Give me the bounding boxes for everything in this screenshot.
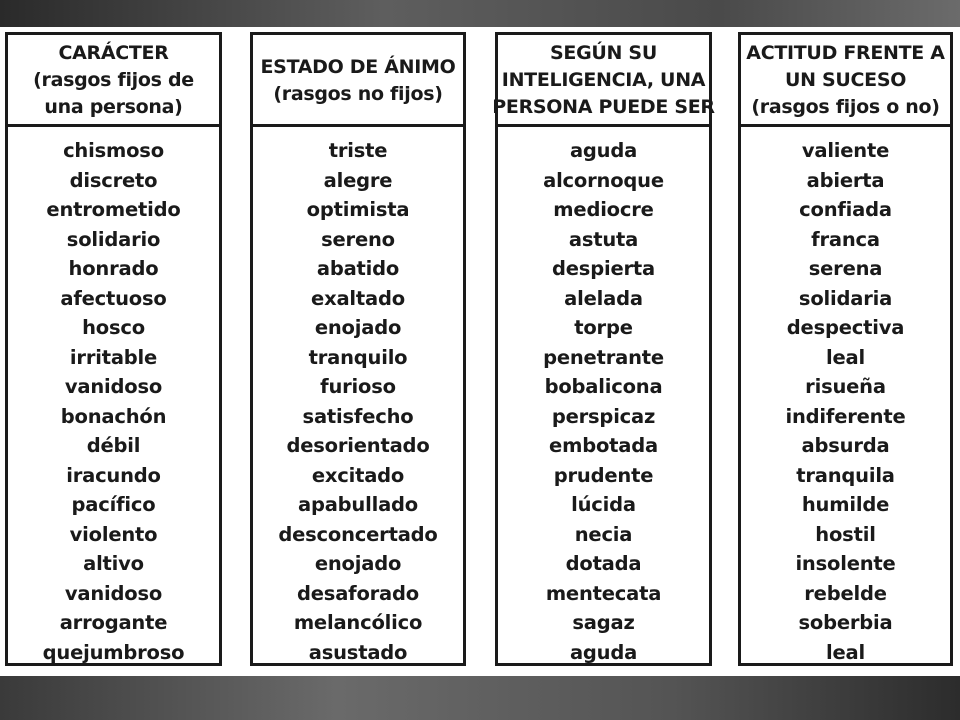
list-item: entrometido — [46, 198, 181, 221]
column-header — [492, 35, 715, 127]
list-item: débil — [86, 434, 141, 457]
list-item: sagaz — [572, 611, 635, 634]
list-item: despectiva — [786, 316, 905, 339]
column-header — [8, 35, 219, 127]
list-item: serena — [808, 257, 883, 280]
list-item: chismoso — [63, 139, 164, 162]
header-line: (rasgos fijos o no) — [751, 96, 940, 118]
list-item: iracundo — [66, 463, 161, 487]
word-list — [253, 136, 463, 667]
list-item: franca — [811, 227, 880, 251]
list-item: triste — [328, 139, 388, 162]
list-item: quejumbroso — [42, 640, 185, 664]
list-item: vanidoso — [64, 581, 163, 605]
list-item: tranquila — [796, 463, 895, 487]
list-item: irritable — [69, 345, 158, 369]
list-item: afectuoso — [60, 286, 167, 310]
list-item: confiada — [799, 198, 892, 221]
list-item: leal — [826, 640, 865, 664]
list-item: hostil — [815, 522, 876, 546]
list-item: leal — [826, 345, 865, 369]
list-item: alelada — [564, 286, 643, 310]
list-item: alcornoque — [543, 168, 664, 192]
list-item: asustado — [308, 640, 408, 664]
list-item: apabullado — [298, 493, 418, 516]
header-line: INTELIGENCIA, UNA — [501, 69, 706, 91]
list-item: optimista — [306, 198, 410, 221]
header-line: PERSONA PUEDE SER — [492, 96, 715, 118]
list-item: humilde — [801, 493, 890, 516]
list-item: tranquilo — [308, 345, 408, 369]
column-caracter — [5, 32, 222, 666]
list-item: risueña — [805, 375, 886, 398]
list-item: enojado — [314, 316, 402, 339]
list-item: solidario — [66, 227, 161, 251]
list-item: astuta — [568, 227, 639, 251]
list-item: enojado — [314, 552, 402, 575]
list-item: discreto — [69, 168, 158, 192]
list-item: torpe — [574, 316, 633, 339]
list-item: desorientado — [286, 434, 430, 457]
list-item: desconcertado — [278, 522, 438, 546]
list-item: bonachón — [60, 404, 167, 428]
column-actitud — [738, 32, 953, 666]
list-item: solidaria — [798, 286, 893, 310]
header-line: (rasgos no fijos) — [273, 82, 443, 105]
header-line: ESTADO DE ÁNIMO — [260, 55, 456, 78]
vocabulary-table — [0, 27, 960, 676]
list-item: altivo — [83, 552, 144, 575]
column-estado-de-animo — [250, 32, 466, 666]
list-item: necia — [574, 522, 633, 546]
header-line: (rasgos fijos de — [33, 69, 194, 91]
list-item: prudente — [553, 463, 654, 487]
header-line: ACTITUD FRENTE A — [746, 42, 945, 64]
list-item: abierta — [806, 168, 885, 192]
header-line: CARÁCTER — [58, 42, 169, 64]
list-item: excitado — [311, 463, 405, 487]
list-item: honrado — [68, 257, 159, 280]
list-item: hosco — [82, 316, 145, 339]
list-item: embotada — [549, 434, 658, 457]
list-item: absurda — [801, 434, 890, 457]
list-item: mediocre — [553, 198, 654, 221]
list-item: exaltado — [311, 286, 405, 310]
list-item: alegre — [323, 168, 393, 192]
list-item: mentecata — [545, 581, 662, 605]
list-item: vanidoso — [64, 375, 163, 398]
list-item: sereno — [321, 227, 395, 251]
list-item: bobalicona — [544, 375, 663, 398]
list-item: dotada — [565, 552, 642, 575]
column-header — [253, 35, 463, 127]
list-item: pacífico — [71, 493, 156, 516]
word-list — [741, 136, 950, 667]
list-item: soberbia — [798, 611, 893, 634]
column-header — [741, 35, 950, 127]
bottom-dark-band — [0, 676, 960, 720]
word-list — [8, 136, 219, 667]
list-item: arrogante — [59, 611, 168, 634]
list-item: lúcida — [571, 493, 636, 516]
header-line: SEGÚN SU — [550, 42, 657, 64]
list-item: penetrante — [543, 345, 664, 369]
list-item: furioso — [320, 375, 396, 398]
list-item: perspicaz — [551, 404, 656, 428]
list-item: aguda — [569, 640, 638, 664]
list-item: rebelde — [804, 581, 887, 605]
list-item: violento — [69, 522, 158, 546]
word-list — [498, 136, 709, 667]
list-item: abatido — [316, 257, 400, 280]
top-dark-band — [0, 0, 960, 27]
column-inteligencia — [492, 32, 715, 666]
list-item: despierta — [552, 257, 655, 280]
header-line: una persona) — [44, 96, 183, 118]
list-item: melancólico — [293, 611, 423, 634]
list-item: desaforado — [297, 581, 419, 605]
list-item: valiente — [801, 139, 890, 162]
header-line: UN SUCESO — [784, 69, 907, 91]
list-item: aguda — [569, 139, 638, 162]
list-item: satisfecho — [302, 404, 414, 428]
list-item: insolente — [795, 552, 896, 575]
list-item: indiferente — [785, 404, 906, 428]
